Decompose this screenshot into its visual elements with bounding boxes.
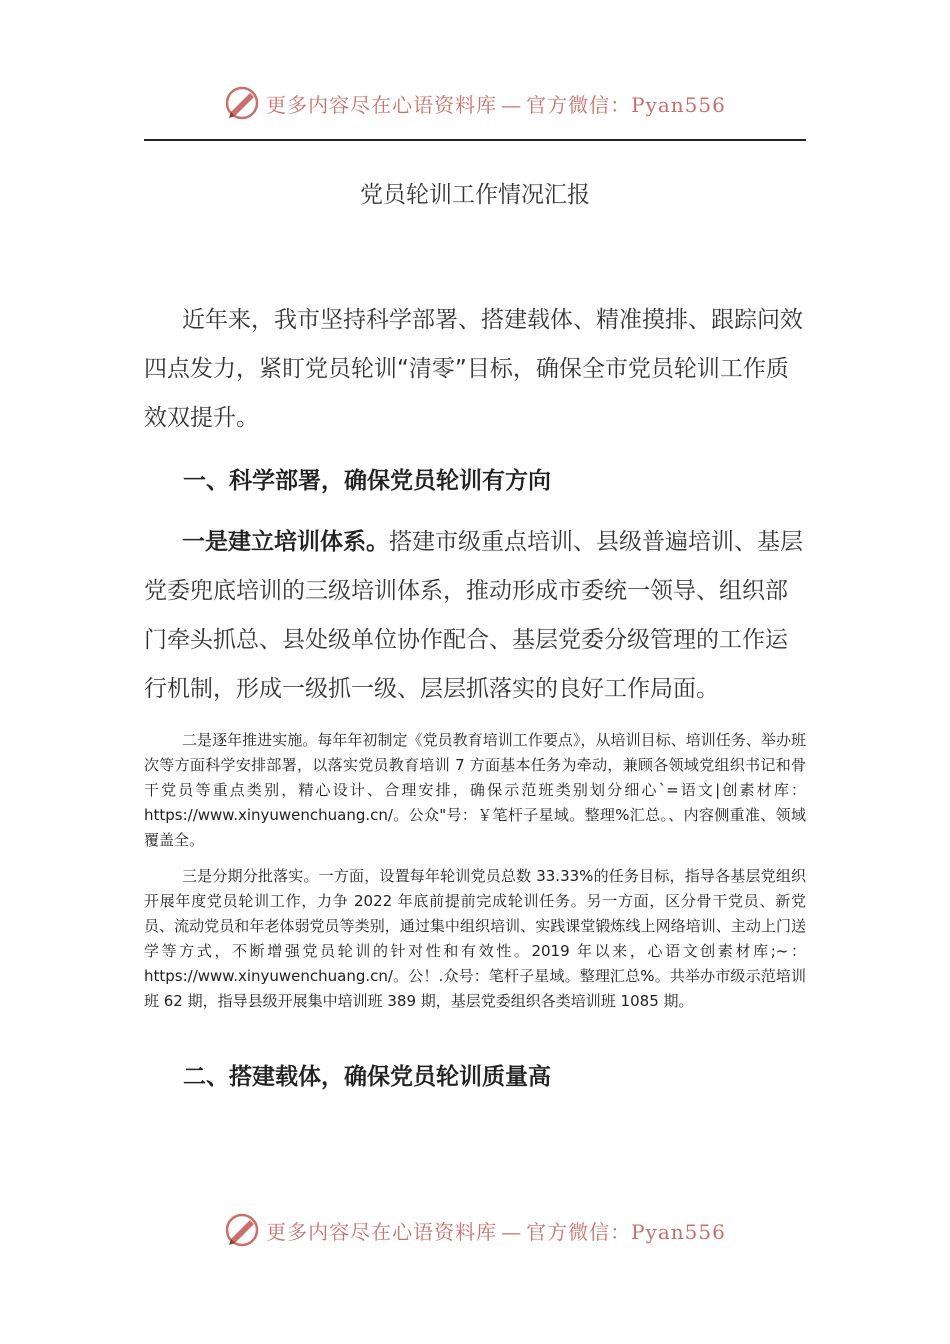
banner-separator: — [501, 92, 523, 117]
pen-logo-icon [224, 1212, 260, 1248]
document-title: 党员轮训工作情况汇报 [360, 182, 590, 208]
footer-banner [0, 1210, 950, 1250]
footer-wechat-id: Pyan556 [631, 1219, 726, 1244]
intro-paragraph: 近年来，我市坚持科学部署、搭建载体、精准摸排、跟踪问效四点发力，紧盯党员轮训“清零”目标，确保全市党员轮训工作质效双提升。 [144, 307, 803, 431]
section1-item3: 三是分期分批落实。一方面，设置每年轮训党员总数 33.33%的任务目标，指导各基层党组织开展年度党员轮训工作，力争 2022 年底前提前完成轮训任务。另一方面，区分骨干党员、新党员、流动党员和年老体弱党员等类别，通过集中组织培训、实践课堂锻炼线上网络培训、主动上门送学等方式，不断增强党员轮训的针对性和有效性。2019 年以来，心语文创素材库;~：https://www.xinyuwenchuang.cn/。公！.众号：笔杆子星域。整理汇总%。共举办市级示范培训班 62 期，指导县级开展集中培训班 389 期，基层党委组织各类培训班 1085 期。 [144, 867, 806, 1010]
footer-banner-text [266, 1216, 726, 1245]
header-divider [144, 139, 806, 141]
footer-separator: — [501, 1219, 523, 1244]
banner-text [266, 89, 726, 118]
section2-heading: 二、搭建载体，确保党员轮训质量高 [183, 1064, 551, 1090]
section1-heading: 一、科学部署，确保党员轮训有方向 [183, 468, 551, 494]
banner-site-text: 更多内容尽在心语资料库 [266, 92, 498, 117]
footer-site-text: 更多内容尽在心语资料库 [266, 1219, 498, 1244]
item1-lead: 一是建立培训体系。 [182, 529, 389, 555]
header-banner [0, 83, 950, 123]
pen-logo-icon [224, 85, 260, 121]
banner-wechat-id: Pyan556 [631, 92, 726, 117]
item1-text: 搭建市级重点培训、县级普遍培训、基层党委兜底培训的三级培训体系，推动形成市委统一领导、组织部门牵头抓总、县处级单位协作配合、基层党委分级管理的工作运行机制，形成一级抓一级、层层抓落实的良好工作局面。 [144, 529, 803, 702]
footer-official-text: 官方微信： [526, 1219, 632, 1244]
section1-item2: 二是逐年推进实施。每年年初制定《党员教育培训工作要点》，从培训目标、培训任务、举办班次等方面科学安排部署，以落实党员教育培训 7 方面基本任务为牵动，兼顾各领域党组织书记和骨干党员等重点类别，精心设计、合理安排，确保示范班类别划分细心`=语文|创素材库：https://www.xinyuwenchuang.cn/。公众"号：￥笔杆子星域。整理%汇总。、内容侧重准、领域覆盖全。 [144, 731, 806, 849]
section1-item1 [144, 518, 806, 714]
banner-official-text: 官方微信： [526, 92, 632, 117]
